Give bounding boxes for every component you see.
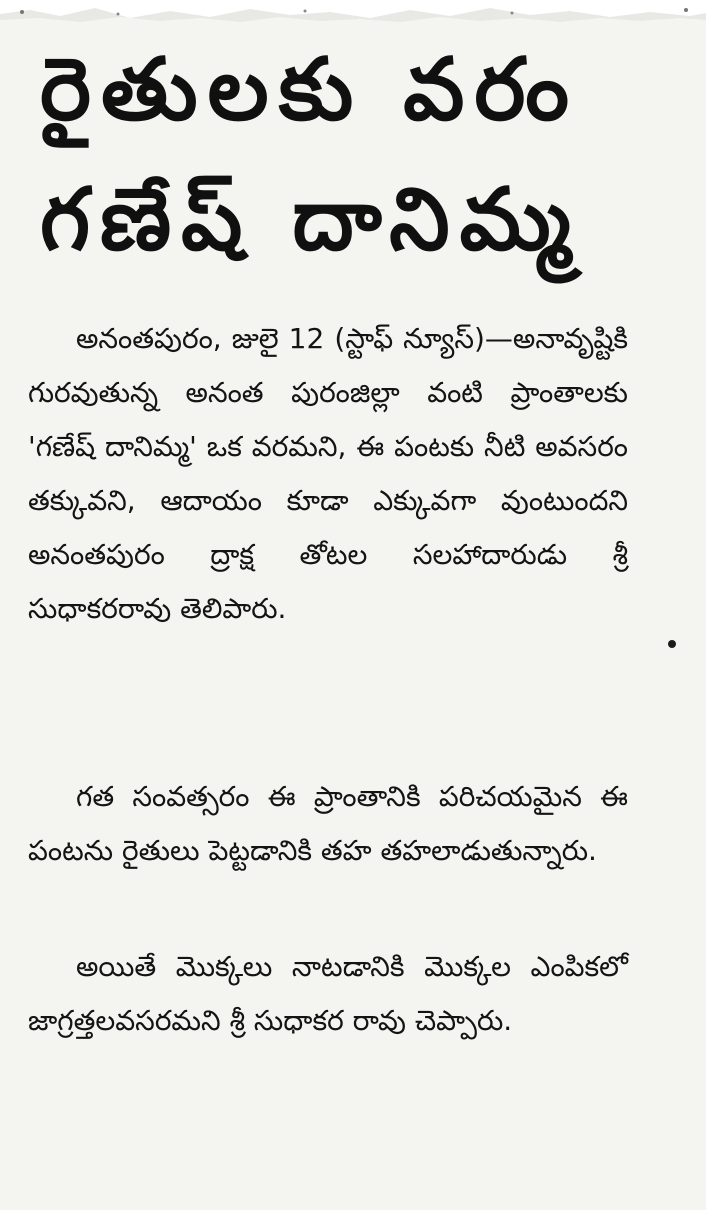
- article-paragraph-2: [28, 770, 628, 892]
- ink-spot: [668, 640, 676, 648]
- torn-paper-edge: [0, 0, 706, 26]
- headline-line-1: రైతులకు వరం: [40, 40, 579, 140]
- paragraph-text: అనంతపురం, జులై 12 (స్టాఫ్ న్యూస్)—అనావృష్టికి గురవుతున్న అనంత పురంజిల్లా వంటి ప్రాంతాలకు 'గణేష్ దానిమ్మ' ఒక వరమని, ఈ పంటకు నీటి అవసరం తక్కువని, ఆదాయం కూడా ఎక్కువగా వుంటుందని అనంతపురం ద్రాక్ష తోటల సలహాదారుడు శ్రీ సుధాకరరావు తెలిపారు.: [28, 322, 628, 625]
- article-paragraph-1: [28, 312, 628, 650]
- article-paragraph-3: [28, 940, 628, 1062]
- headline-line-2: గణేష్ దానిమ్మ: [40, 170, 581, 270]
- paragraph-text: గత సంవత్సరం ఈ ప్రాంతానికి పరిచయమైన ఈ పంటను రైతులు పెట్టడానికి తహ తహలాడుతున్నారు.: [28, 780, 628, 867]
- paragraph-text: అయితే మొక్కలు నాటడానికి మొక్కల ఎంపికలో జాగ్రత్తలవసరమని శ్రీ సుధాకర రావు చెప్పారు.: [28, 950, 628, 1037]
